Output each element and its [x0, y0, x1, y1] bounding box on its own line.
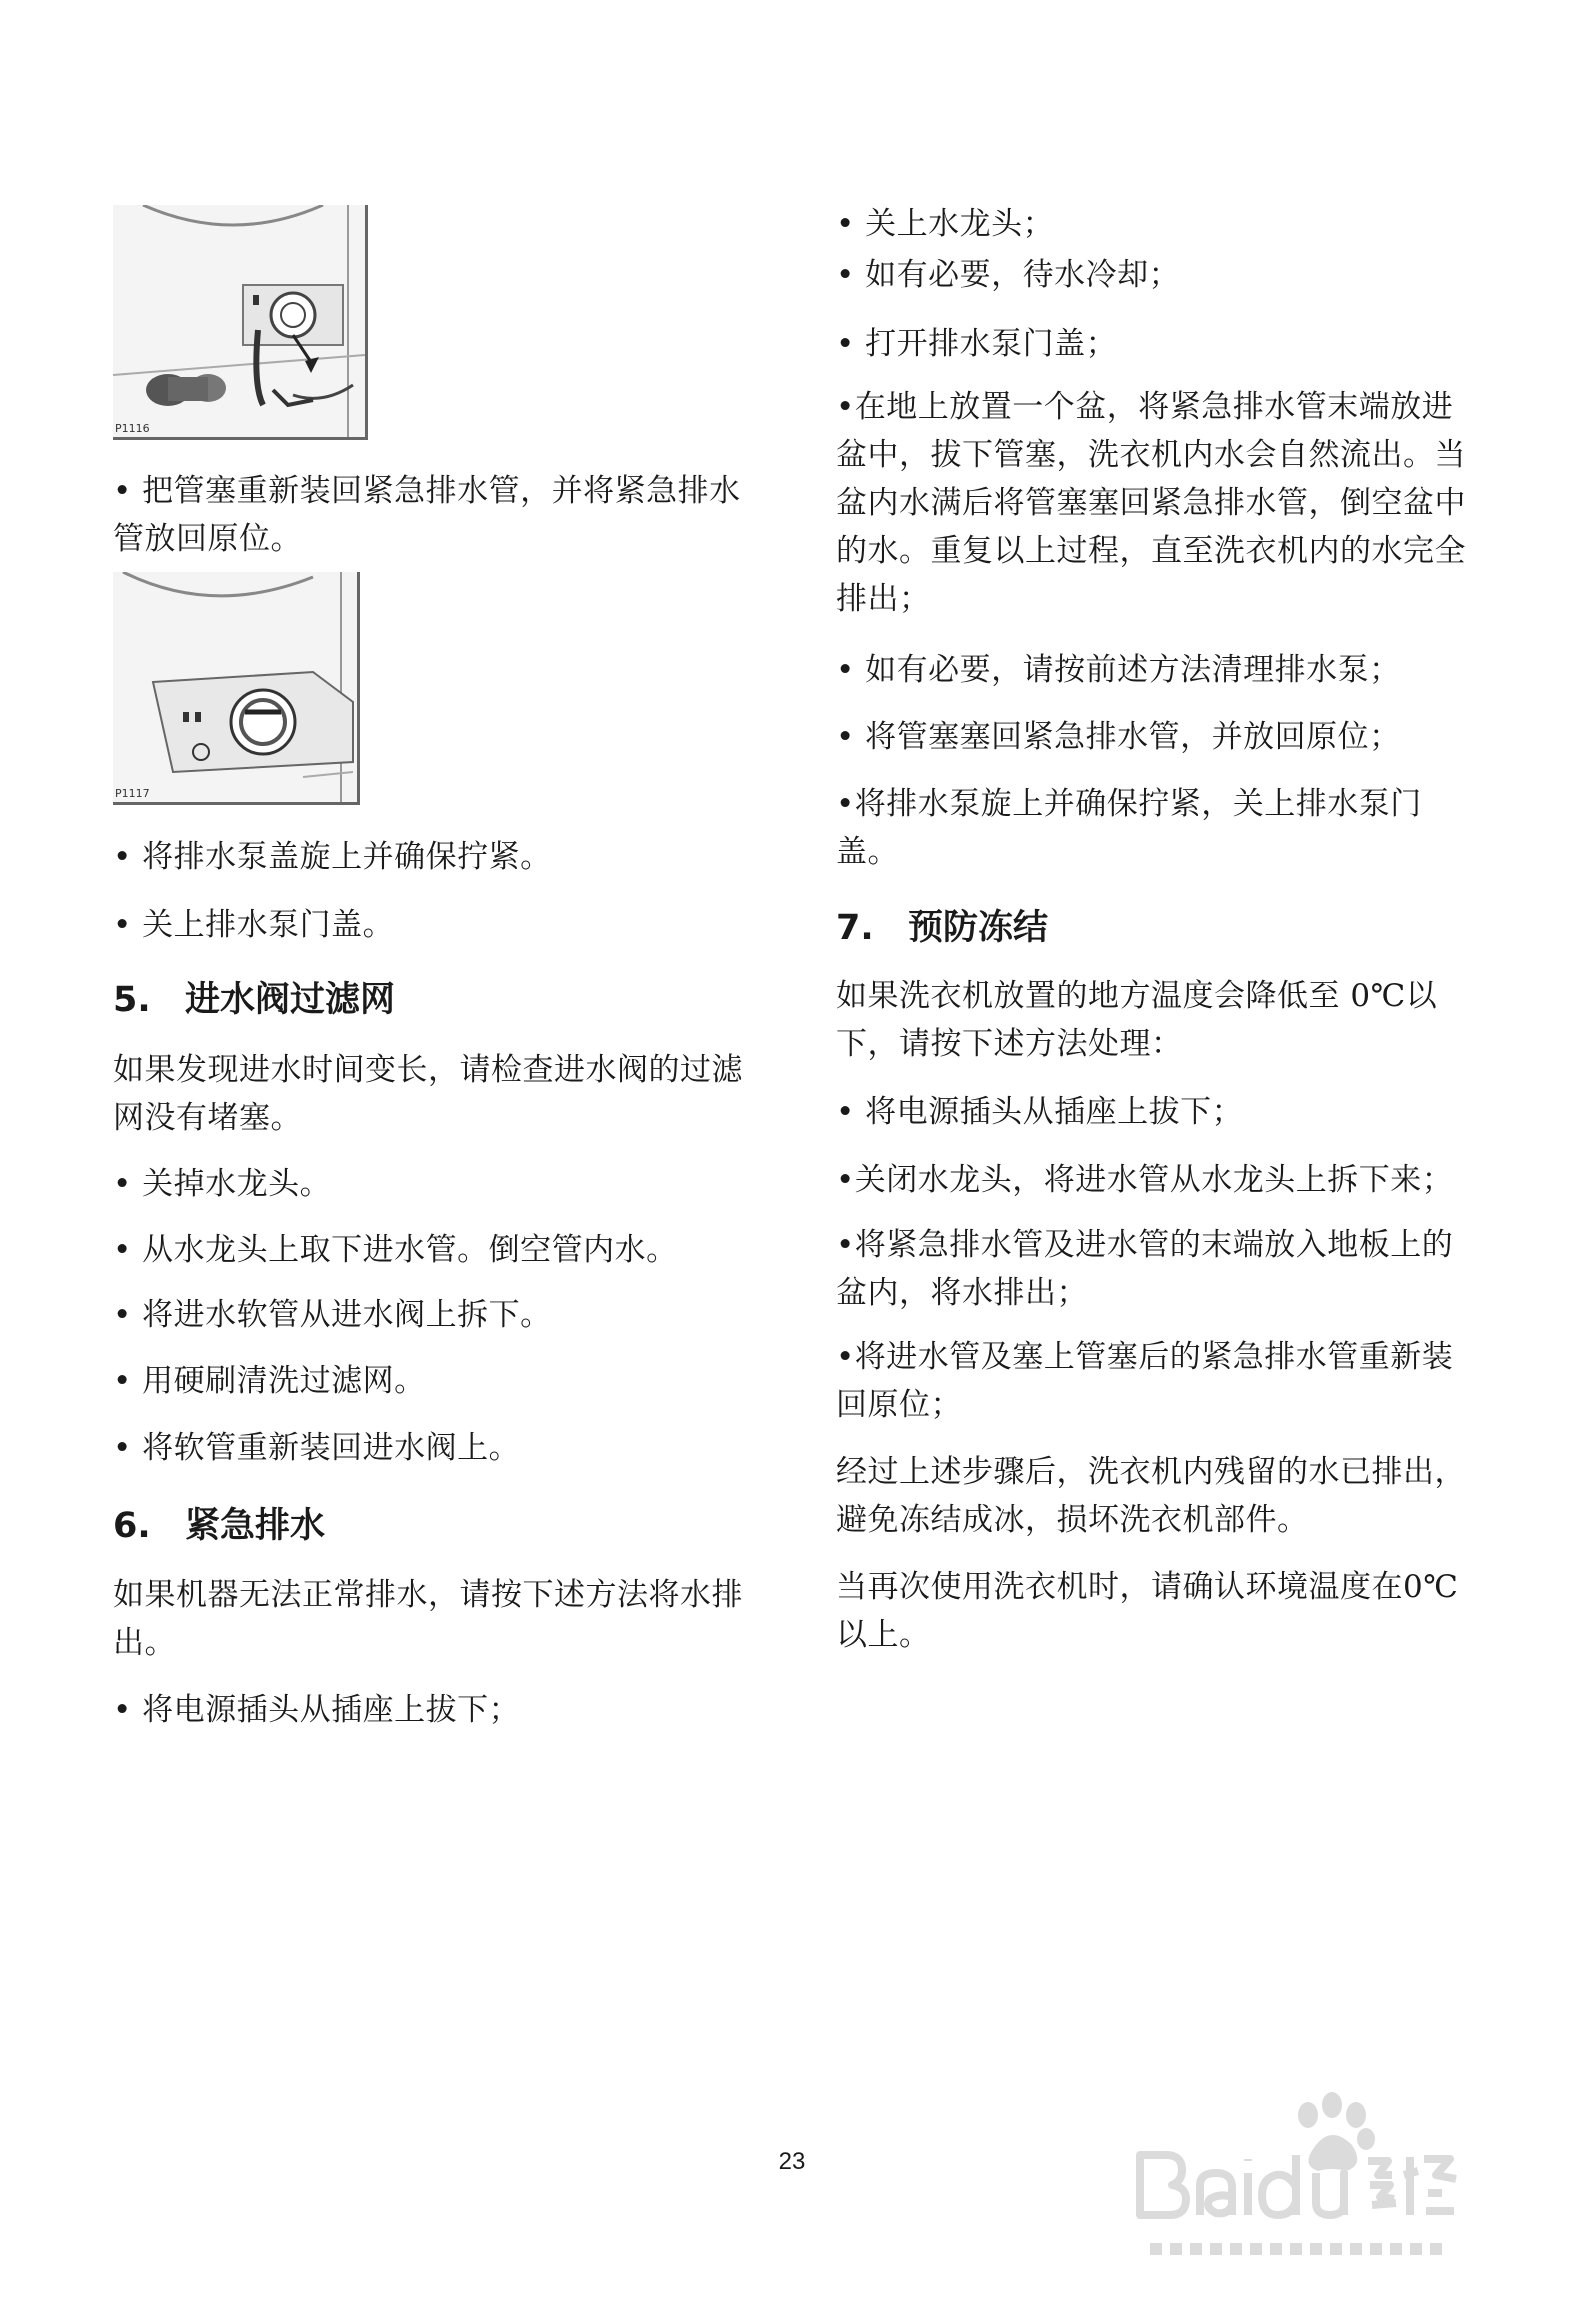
section-title: 进水阀过滤网 [185, 980, 396, 1020]
section-title: 紧急排水 [185, 1506, 326, 1546]
list-item: • 打开排水泵门盖； [836, 326, 1118, 362]
list-item: •将紧急排水管及进水管的末端放入地板上的盆内，将水排出； [836, 1227, 1454, 1311]
text-close-pump-door: • 关上排水泵门盖。 [113, 907, 395, 943]
list-item: •将进水管及塞上管塞后的紧急排水管重新装回原位； [836, 1339, 1454, 1423]
list-item: • 关上水龙头； [836, 206, 1055, 242]
list-item: • 将管塞塞回紧急排水管，并放回原位； [836, 719, 1401, 755]
text-section-7-reuse: 当再次使用洗衣机时，请确认环境温度在0℃以上。 [836, 1569, 1459, 1653]
text-section-6-intro: 如果机器无法正常排水，请按下述方法将水排出。 [113, 1577, 743, 1661]
list-item: • 将软管重新装回进水阀上。 [113, 1430, 521, 1466]
section-number: 7. [836, 908, 874, 948]
section-title: 预防冻结 [908, 908, 1049, 948]
list-item: • 如有必要，待水冷却； [836, 257, 1181, 293]
page-number: 23 [778, 2148, 806, 2175]
drain-hose-illustration [113, 205, 365, 437]
pump-cover-illustration [113, 572, 357, 802]
heading-section-7 [836, 904, 1048, 952]
section-number: 5. [113, 980, 151, 1020]
baidu-jingyan-watermark-logo [1120, 2075, 1480, 2280]
list-item: • 将进水软管从进水阀上拆下。 [113, 1297, 552, 1333]
text-section-7-intro: 如果洗衣机放置的地方温度会降低至 0℃以下，请按下述方法处理： [836, 978, 1438, 1062]
figure-label: P1117 [115, 787, 150, 800]
list-item: • 从水龙头上取下进水管。倒空管内水。 [113, 1232, 678, 1268]
list-item: • 如有必要，请按前述方法清理排水泵； [836, 652, 1401, 688]
figure-drain-hose [113, 205, 368, 440]
list-item: • 用硬刷清洗过滤网。 [113, 1363, 426, 1399]
text-reinstall-plug: • 把管塞重新装回紧急排水管，并将紧急排水管放回原位。 [113, 473, 741, 557]
list-item: •关闭水龙头，将进水管从水龙头上拆下来； [836, 1162, 1454, 1198]
heading-section-5 [113, 976, 395, 1024]
text-tighten-pump-cover: • 将排水泵盖旋上并确保拧紧。 [113, 839, 552, 875]
list-item: • 将电源插头从插座上拔下； [113, 1692, 521, 1728]
section-number: 6. [113, 1506, 151, 1546]
list-item: • 关掉水龙头。 [113, 1166, 332, 1202]
list-item: •将排水泵旋上并确保拧紧，关上排水泵门盖。 [836, 786, 1422, 870]
figure-pump-cover [113, 572, 360, 805]
heading-section-6 [113, 1502, 325, 1550]
list-item: • 将电源插头从插座上拔下； [836, 1094, 1244, 1130]
text-section-5-intro: 如果发现进水时间变长，请检查进水阀的过滤网没有堵塞。 [113, 1052, 743, 1136]
figure-label: P1116 [115, 422, 150, 435]
text-section-7-result: 经过上述步骤后，洗衣机内残留的水已排出，避免冻结成冰，损坏洗衣机部件。 [836, 1454, 1466, 1538]
list-item: •在地上放置一个盆，将紧急排水管末端放进盆中，拔下管塞，洗衣机内水会自然流出。当盆内水满后将管塞塞回紧急排水管，倒空盆中的水。重复以上过程，直至洗衣机内的水完全排出； [836, 389, 1466, 617]
